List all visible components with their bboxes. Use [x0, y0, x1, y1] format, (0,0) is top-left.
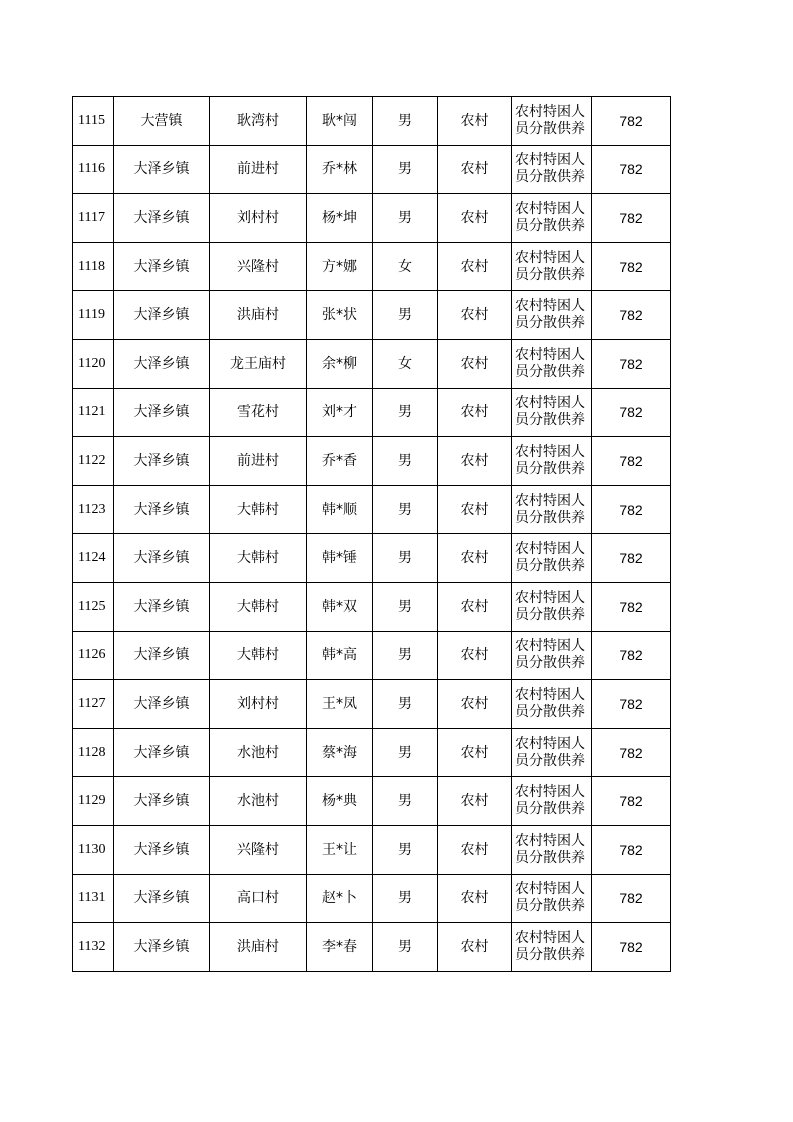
category-text-line: 农村特困人: [515, 686, 585, 703]
category-text-line: 员分散供养: [515, 460, 585, 477]
cell-id: 1129: [73, 777, 114, 826]
cell-name: 杨*典: [307, 777, 373, 826]
cell-id: 1121: [73, 388, 114, 437]
category-text-line: 员分散供养: [515, 315, 585, 332]
cell-amount: 782: [592, 825, 671, 874]
cell-area: 农村: [438, 388, 512, 437]
cell-amount: 782: [592, 339, 671, 388]
category-text-line: 员分散供养: [515, 412, 585, 429]
cell-amount: 782: [592, 534, 671, 583]
cell-area: 农村: [438, 874, 512, 923]
cell-town: 大泽乡镇: [114, 339, 210, 388]
cell-village: 刘村村: [210, 680, 307, 729]
table-row: [73, 339, 671, 388]
cell-category: [512, 923, 592, 972]
cell-amount: 782: [592, 777, 671, 826]
cell-category: [512, 825, 592, 874]
category-text-line: 员分散供养: [515, 898, 585, 915]
cell-category: [512, 97, 592, 146]
cell-village: 洪庙村: [210, 923, 307, 972]
category-text-line: 农村特困人: [515, 443, 585, 460]
table-row: [73, 291, 671, 340]
cell-category: [512, 582, 592, 631]
cell-id: 1124: [73, 534, 114, 583]
cell-village: 龙王庙村: [210, 339, 307, 388]
table-row: [73, 631, 671, 680]
category-text-line: 农村特困人: [515, 832, 585, 849]
cell-town: 大泽乡镇: [114, 728, 210, 777]
cell-name: 韩*高: [307, 631, 373, 680]
cell-id: 1119: [73, 291, 114, 340]
table-row: [73, 825, 671, 874]
cell-amount: 782: [592, 631, 671, 680]
cell-gender: 男: [373, 145, 438, 194]
category-text-line: 农村特困人: [515, 929, 585, 946]
cell-amount: 782: [592, 194, 671, 243]
category-text-line: 员分散供养: [515, 655, 585, 672]
category-text-line: 员分散供养: [515, 217, 585, 234]
cell-village: 前进村: [210, 145, 307, 194]
cell-category: [512, 437, 592, 486]
category-text-line: 农村特困人: [515, 638, 585, 655]
cell-id: 1127: [73, 680, 114, 729]
table-row: [73, 97, 671, 146]
cell-village: 大韩村: [210, 631, 307, 680]
cell-category: [512, 145, 592, 194]
table-row: [73, 777, 671, 826]
cell-name: 蔡*海: [307, 728, 373, 777]
cell-area: 农村: [438, 291, 512, 340]
cell-village: 耿湾村: [210, 97, 307, 146]
category-text-line: 员分散供养: [515, 801, 585, 818]
category-text-line: 农村特困人: [515, 395, 585, 412]
cell-id: 1131: [73, 874, 114, 923]
cell-town: 大泽乡镇: [114, 485, 210, 534]
cell-gender: 男: [373, 194, 438, 243]
category-text-line: 农村特困人: [515, 249, 585, 266]
category-text-line: 农村特困人: [515, 735, 585, 752]
cell-amount: 782: [592, 485, 671, 534]
cell-name: 乔*香: [307, 437, 373, 486]
cell-id: 1130: [73, 825, 114, 874]
cell-id: 1126: [73, 631, 114, 680]
cell-amount: 782: [592, 582, 671, 631]
cell-town: 大泽乡镇: [114, 242, 210, 291]
cell-category: [512, 339, 592, 388]
cell-id: 1120: [73, 339, 114, 388]
cell-name: 余*柳: [307, 339, 373, 388]
cell-category: [512, 388, 592, 437]
category-text-line: 农村特困人: [515, 200, 585, 217]
cell-gender: 女: [373, 242, 438, 291]
cell-gender: 男: [373, 582, 438, 631]
table-row: [73, 534, 671, 583]
cell-category: [512, 728, 592, 777]
cell-area: 农村: [438, 437, 512, 486]
cell-amount: 782: [592, 97, 671, 146]
cell-amount: 782: [592, 728, 671, 777]
cell-id: 1115: [73, 97, 114, 146]
cell-village: 大韩村: [210, 534, 307, 583]
category-text-line: 员分散供养: [515, 266, 585, 283]
category-text-line: 员分散供养: [515, 946, 585, 963]
cell-gender: 男: [373, 485, 438, 534]
cell-town: 大泽乡镇: [114, 437, 210, 486]
cell-name: 刘*才: [307, 388, 373, 437]
cell-village: 刘村村: [210, 194, 307, 243]
category-text-line: 农村特困人: [515, 152, 585, 169]
cell-gender: 女: [373, 339, 438, 388]
category-text-line: 农村特困人: [515, 541, 585, 558]
table-row: [73, 582, 671, 631]
cell-id: 1132: [73, 923, 114, 972]
cell-name: 李*春: [307, 923, 373, 972]
category-text-line: 农村特困人: [515, 784, 585, 801]
cell-amount: 782: [592, 680, 671, 729]
cell-name: 张*状: [307, 291, 373, 340]
cell-town: 大泽乡镇: [114, 145, 210, 194]
cell-area: 农村: [438, 145, 512, 194]
category-text-line: 农村特困人: [515, 881, 585, 898]
cell-town: 大泽乡镇: [114, 534, 210, 583]
cell-town: 大泽乡镇: [114, 388, 210, 437]
cell-gender: 男: [373, 728, 438, 777]
cell-village: 洪庙村: [210, 291, 307, 340]
cell-name: 王*让: [307, 825, 373, 874]
cell-town: 大泽乡镇: [114, 582, 210, 631]
cell-town: 大泽乡镇: [114, 923, 210, 972]
table-row: [73, 728, 671, 777]
category-text-line: 员分散供养: [515, 363, 585, 380]
cell-name: 赵*卜: [307, 874, 373, 923]
cell-name: 方*娜: [307, 242, 373, 291]
cell-area: 农村: [438, 923, 512, 972]
cell-category: [512, 291, 592, 340]
cell-name: 韩*顺: [307, 485, 373, 534]
table-row: [73, 923, 671, 972]
category-text-line: 农村特困人: [515, 103, 585, 120]
cell-amount: 782: [592, 242, 671, 291]
table-row: [73, 194, 671, 243]
cell-area: 农村: [438, 777, 512, 826]
category-text-line: 农村特困人: [515, 492, 585, 509]
table-row: [73, 680, 671, 729]
cell-village: 前进村: [210, 437, 307, 486]
cell-area: 农村: [438, 582, 512, 631]
cell-id: 1123: [73, 485, 114, 534]
cell-category: [512, 874, 592, 923]
cell-gender: 男: [373, 97, 438, 146]
cell-village: 兴隆村: [210, 242, 307, 291]
cell-gender: 男: [373, 874, 438, 923]
cell-id: 1128: [73, 728, 114, 777]
category-text-line: 员分散供养: [515, 509, 585, 526]
table-body: [73, 97, 671, 972]
cell-village: 兴隆村: [210, 825, 307, 874]
cell-town: 大泽乡镇: [114, 631, 210, 680]
cell-category: [512, 194, 592, 243]
cell-name: 韩*锤: [307, 534, 373, 583]
cell-area: 农村: [438, 534, 512, 583]
cell-town: 大泽乡镇: [114, 825, 210, 874]
cell-name: 杨*坤: [307, 194, 373, 243]
cell-town: 大泽乡镇: [114, 194, 210, 243]
category-text-line: 员分散供养: [515, 120, 585, 137]
cell-gender: 男: [373, 631, 438, 680]
cell-id: 1116: [73, 145, 114, 194]
cell-category: [512, 680, 592, 729]
cell-area: 农村: [438, 194, 512, 243]
cell-town: 大泽乡镇: [114, 291, 210, 340]
cell-name: 耿*闯: [307, 97, 373, 146]
cell-category: [512, 485, 592, 534]
cell-town: 大泽乡镇: [114, 680, 210, 729]
cell-area: 农村: [438, 242, 512, 291]
category-text-line: 员分散供养: [515, 169, 585, 186]
cell-area: 农村: [438, 825, 512, 874]
cell-gender: 男: [373, 777, 438, 826]
table-row: [73, 388, 671, 437]
cell-village: 大韩村: [210, 485, 307, 534]
cell-village: 大韩村: [210, 582, 307, 631]
cell-village: 高口村: [210, 874, 307, 923]
cell-name: 韩*双: [307, 582, 373, 631]
category-text-line: 员分散供养: [515, 752, 585, 769]
cell-town: 大泽乡镇: [114, 874, 210, 923]
cell-category: [512, 534, 592, 583]
cell-category: [512, 242, 592, 291]
cell-id: 1125: [73, 582, 114, 631]
cell-gender: 男: [373, 291, 438, 340]
category-text-line: 农村特困人: [515, 346, 585, 363]
cell-amount: 782: [592, 388, 671, 437]
cell-amount: 782: [592, 923, 671, 972]
table-row: [73, 874, 671, 923]
table-row: [73, 242, 671, 291]
category-text-line: 员分散供养: [515, 606, 585, 623]
cell-area: 农村: [438, 485, 512, 534]
category-text-line: 员分散供养: [515, 703, 585, 720]
category-text-line: 农村特困人: [515, 298, 585, 315]
category-text-line: 员分散供养: [515, 558, 585, 575]
cell-gender: 男: [373, 437, 438, 486]
cell-gender: 男: [373, 388, 438, 437]
cell-id: 1117: [73, 194, 114, 243]
cell-category: [512, 777, 592, 826]
table-row: [73, 145, 671, 194]
cell-category: [512, 631, 592, 680]
table-row: [73, 437, 671, 486]
cell-town: 大营镇: [114, 97, 210, 146]
cell-gender: 男: [373, 825, 438, 874]
cell-gender: 男: [373, 923, 438, 972]
cell-amount: 782: [592, 145, 671, 194]
table-row: [73, 485, 671, 534]
cell-area: 农村: [438, 680, 512, 729]
cell-village: 水池村: [210, 777, 307, 826]
cell-amount: 782: [592, 437, 671, 486]
records-table: [72, 96, 671, 972]
cell-name: 乔*林: [307, 145, 373, 194]
cell-town: 大泽乡镇: [114, 777, 210, 826]
cell-village: 雪花村: [210, 388, 307, 437]
cell-area: 农村: [438, 728, 512, 777]
category-text-line: 员分散供养: [515, 849, 585, 866]
cell-id: 1122: [73, 437, 114, 486]
cell-amount: 782: [592, 291, 671, 340]
cell-area: 农村: [438, 631, 512, 680]
cell-id: 1118: [73, 242, 114, 291]
cell-gender: 男: [373, 534, 438, 583]
cell-amount: 782: [592, 874, 671, 923]
category-text-line: 农村特困人: [515, 589, 585, 606]
cell-name: 王*凤: [307, 680, 373, 729]
cell-village: 水池村: [210, 728, 307, 777]
cell-area: 农村: [438, 97, 512, 146]
cell-area: 农村: [438, 339, 512, 388]
cell-gender: 男: [373, 680, 438, 729]
